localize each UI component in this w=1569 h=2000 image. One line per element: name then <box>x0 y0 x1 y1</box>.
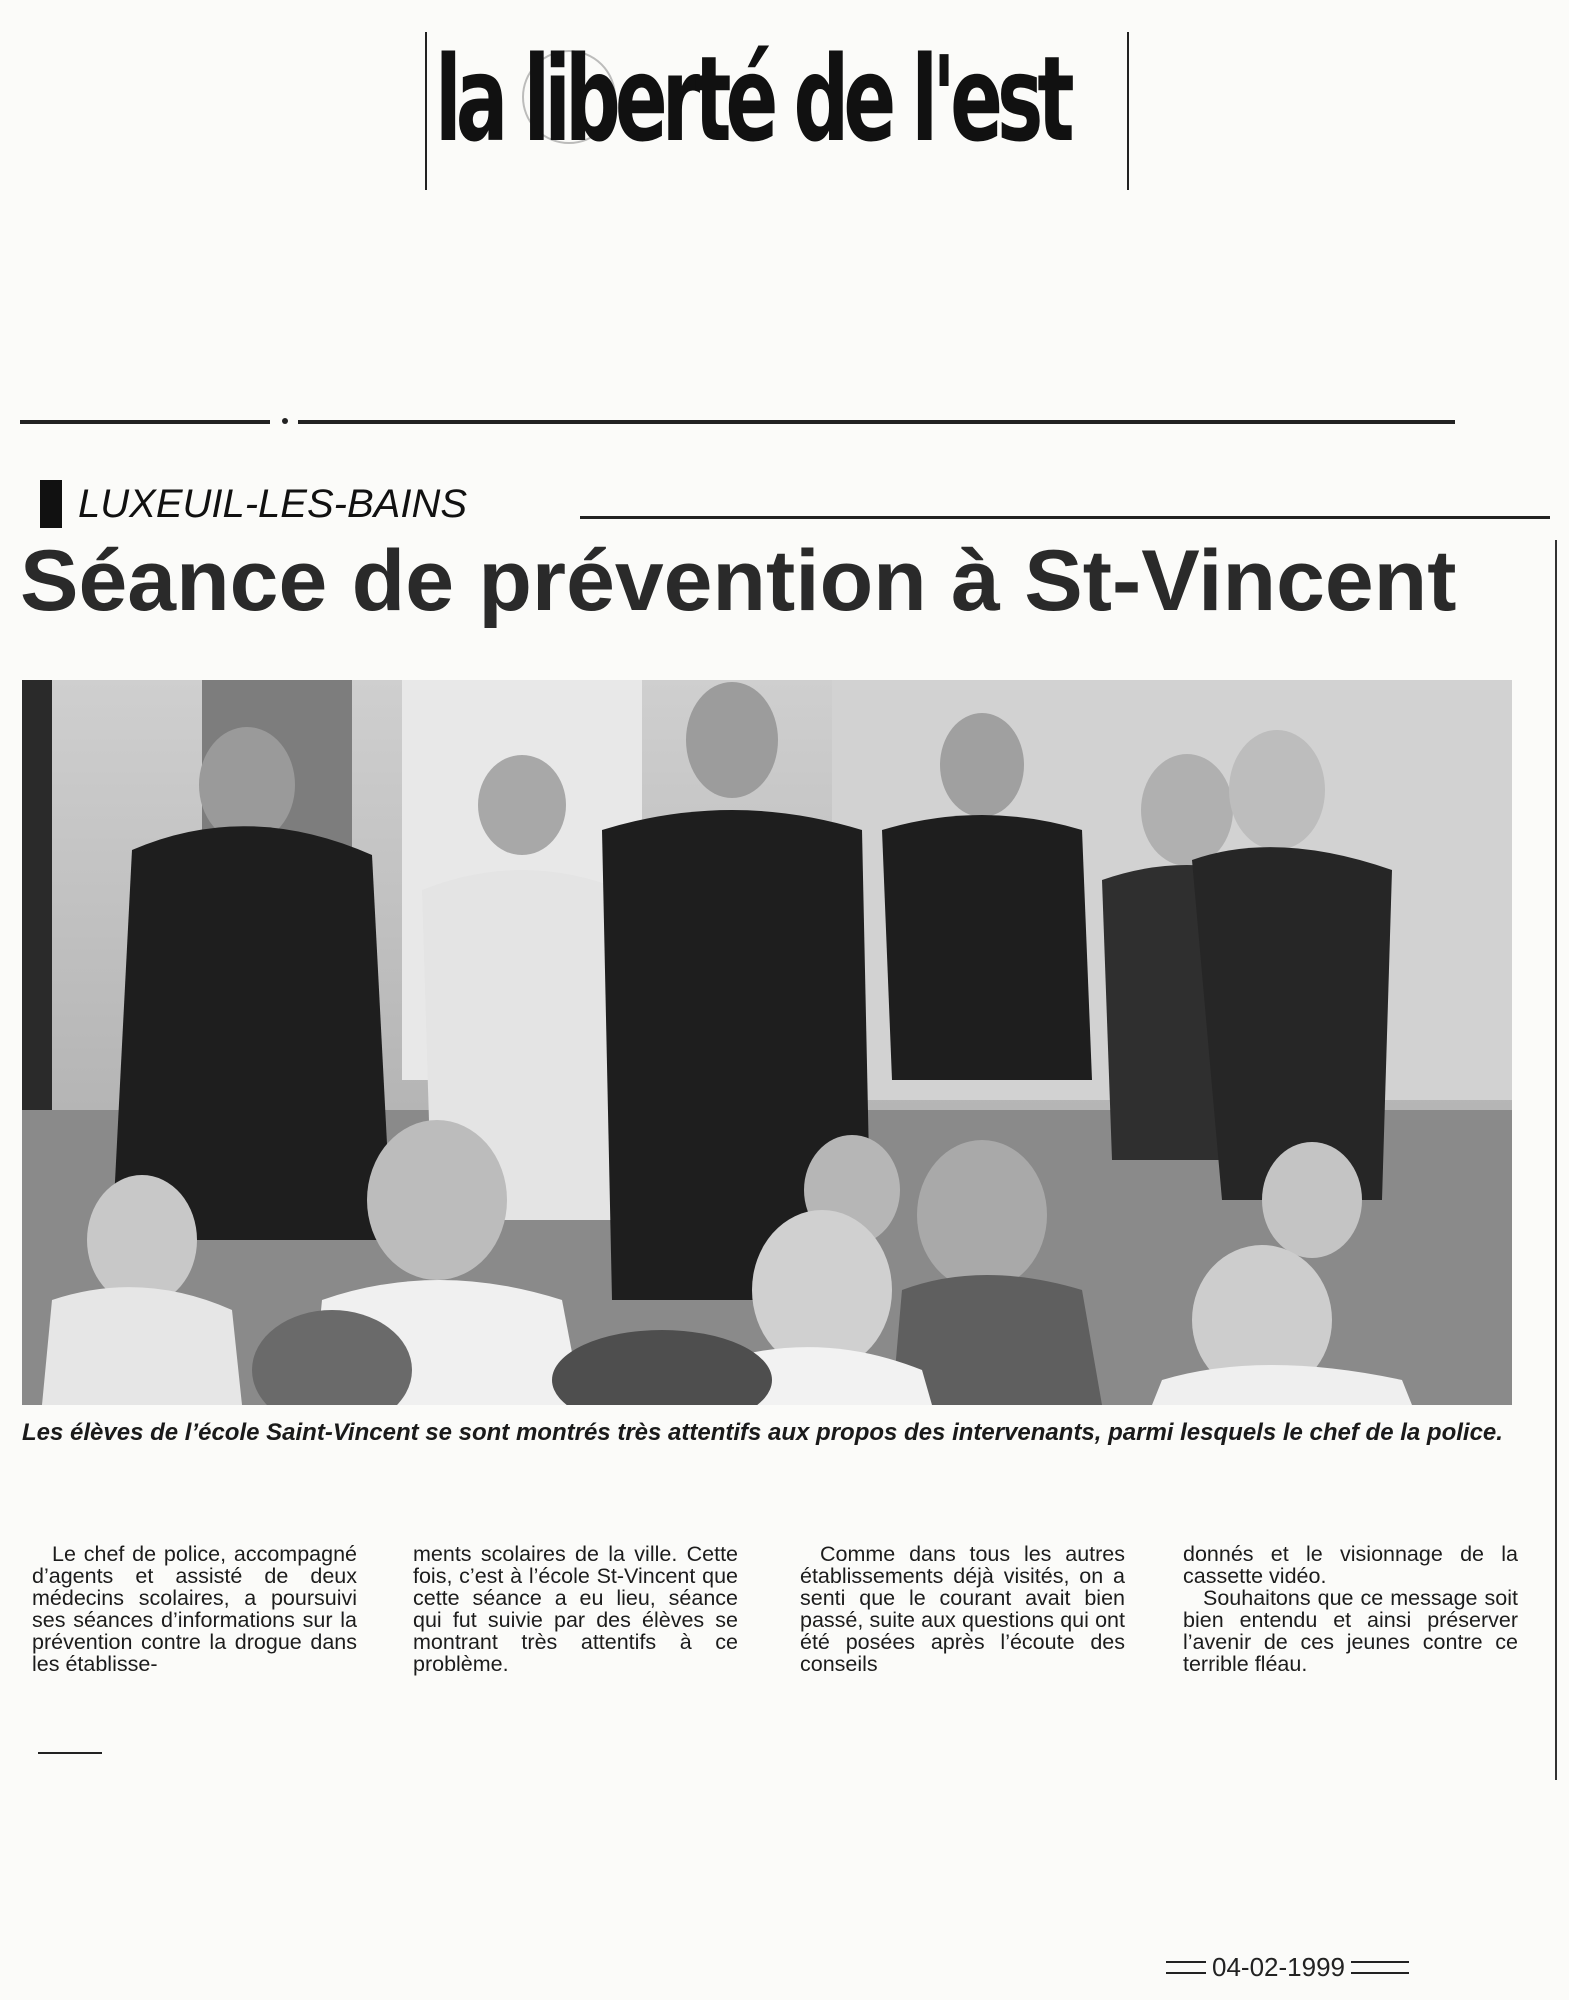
article-column-3 <box>800 1543 1125 1675</box>
paragraph: Comme dans tous les autres établissements déjà visités, on a senti que le courant avait bien passé, suite aux questions qui ont été posées après l’écoute des conseils <box>800 1542 1125 1676</box>
article-column-1 <box>32 1543 357 1675</box>
divider-ornament <box>282 418 288 424</box>
dateline-location: LUXEUIL-LES-BAINS <box>78 482 468 526</box>
article-photo <box>22 680 1512 1405</box>
publication-date <box>1160 1952 1415 1982</box>
photo-illustration <box>22 680 1512 1405</box>
double-rule-icon <box>1166 1961 1206 1974</box>
article-headline: Séance de prévention à St-Vincent <box>20 533 1457 629</box>
column-rule <box>1555 540 1557 1780</box>
double-rule-icon <box>1351 1961 1409 1974</box>
paragraph: ments scolaires de la ville. Cette fois, c’est à l’école St-Vincent que cette séance a eu lieu, séance qui fut suivie par des élèves se montrant très attentifs à ce problème. <box>413 1542 738 1676</box>
photo-caption: Les élèves de l’école Saint-Vincent se sont montrés très attentifs aux propos des intervenants, parmi lesquels le chef de la police. <box>22 1419 1503 1446</box>
paragraph: donnés et le visionnage de la cassette vidéo. <box>1183 1542 1518 1588</box>
dateline-bar-icon <box>40 480 62 528</box>
newspaper-masthead <box>425 32 1129 190</box>
section-divider <box>20 420 1455 424</box>
dateline <box>40 480 1560 530</box>
date-text: 04-02-1999 <box>1212 1951 1345 1982</box>
paragraph: Le chef de police, accompagné d’agents et assisté de deux médecins scolaires, a poursuivi ses séances d’informations sur la prévention contre la drogue dans les établisse- <box>32 1542 357 1676</box>
article-end-rule <box>38 1752 102 1754</box>
article-column-2 <box>413 1543 738 1675</box>
dateline-rule <box>580 516 1550 519</box>
article-column-4 <box>1183 1543 1518 1675</box>
paragraph: Souhaitons que ce message soit bien entendu et ainsi préserver l’avenir de ces jeunes contre ce terrible fléau. <box>1183 1586 1518 1676</box>
masthead-title: la liberté de l'est <box>435 30 1069 168</box>
